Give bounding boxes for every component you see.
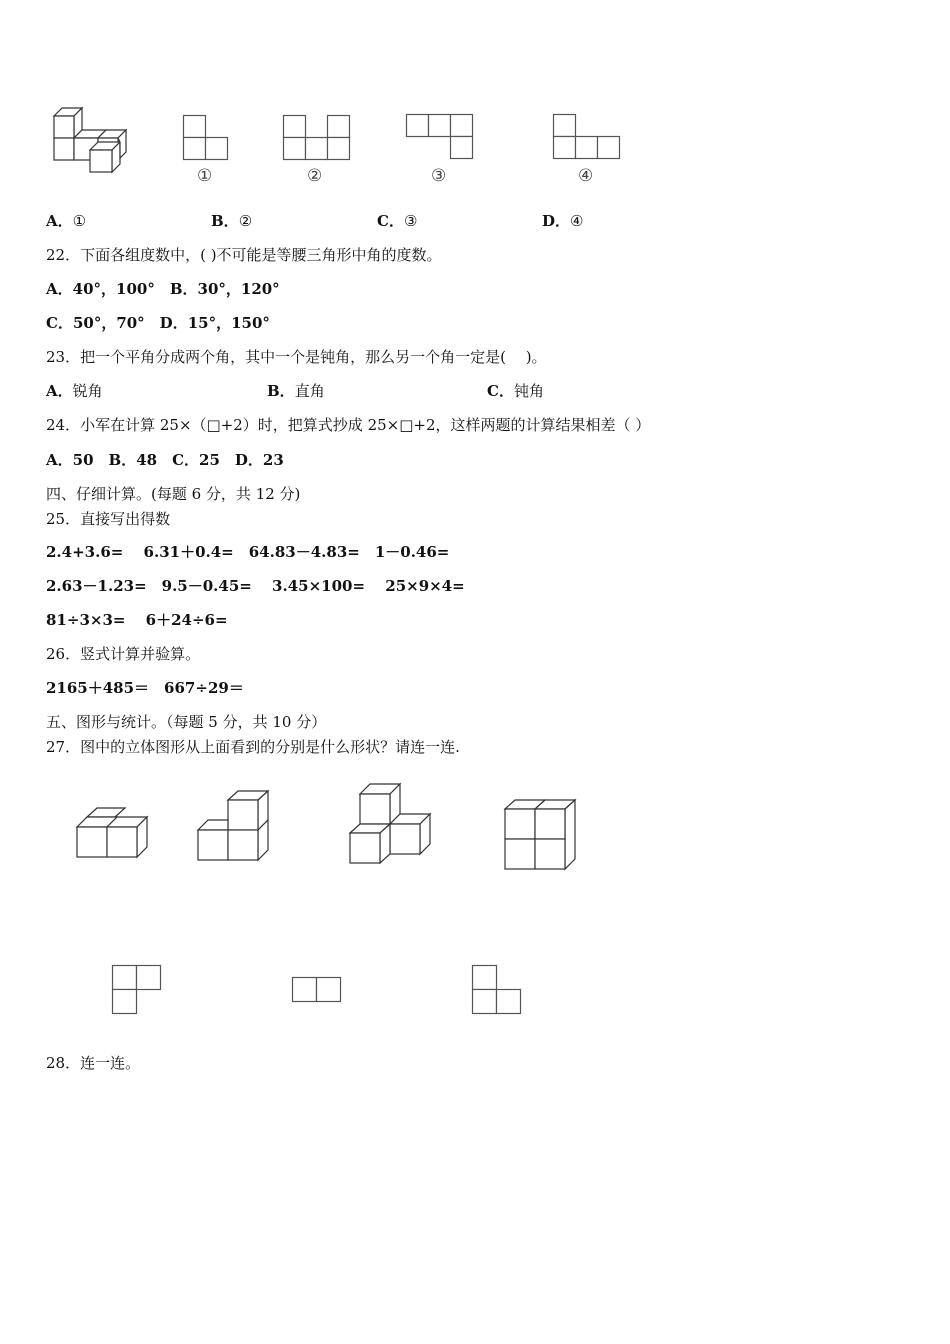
- q27-solid-4: [505, 799, 579, 875]
- q23-option-b-text: 直角: [294, 382, 325, 400]
- q21-view-1: [183, 115, 229, 165]
- q21-option-b-text: ②: [238, 212, 253, 230]
- q27-view-1[interactable]: [112, 965, 162, 1019]
- q21-option-a-key: A．: [46, 212, 73, 230]
- section4-title: 四、仔细计算。(每题 6 分，共 12 分): [46, 485, 301, 503]
- q21-option-d-text: ④: [570, 212, 584, 230]
- q24-question: 24．小军在计算 25×（□+2）时，把算式抄成 25×□+2，这样两题的计算结果相差（ ）: [46, 416, 651, 434]
- q23-option-a-key: A．: [46, 382, 73, 400]
- q21-view-3: [406, 114, 474, 164]
- q21-label-2: ②: [307, 166, 323, 186]
- q23-question: 23．把一个平角分成两个角，其中一个是钝角，那么另一个角一定是( )。: [46, 348, 547, 366]
- q25-question: 25．直接写出得数: [46, 510, 171, 528]
- q27-question: 27．图中的立体图形从上面看到的分别是什么形状？请连一连.: [46, 738, 460, 756]
- q22-options-row1[interactable]: A．40°，100° B．30°，120°: [46, 280, 280, 298]
- q21-label-4: ④: [578, 166, 594, 186]
- q23-option-b[interactable]: [267, 381, 325, 401]
- q23-option-c-text: 钝角: [513, 382, 544, 400]
- q25-row1: 2.4+3.6= 6.31＋0.4= 64.83－4.83= 1－0.46=: [46, 543, 450, 561]
- q26-row1: 2165＋485＝ 667÷29＝: [46, 679, 244, 697]
- q26-question: 26．竖式计算并验算。: [46, 645, 201, 663]
- q23-option-a[interactable]: [46, 381, 103, 401]
- q27-solid-3: [350, 783, 434, 871]
- q21-option-b[interactable]: [211, 211, 252, 231]
- q21-view-4: [553, 114, 621, 164]
- q21-option-a[interactable]: [46, 211, 86, 231]
- section5-title: 五、图形与统计。（每题 5 分，共 10 分）: [46, 713, 327, 731]
- q23-option-c[interactable]: [487, 381, 544, 401]
- q24-options[interactable]: A．50 B．48 C．25 D．23: [46, 451, 284, 469]
- q21-label-3: ③: [431, 166, 447, 186]
- q22-options-row2[interactable]: C．50°，70° D．15°，150°: [46, 314, 270, 332]
- q21-option-c[interactable]: [377, 211, 417, 231]
- q27-solid-2: [198, 790, 272, 866]
- q21-option-d[interactable]: [542, 211, 583, 231]
- q21-option-d-key: D．: [542, 212, 571, 230]
- q21-label-1: ①: [197, 166, 213, 186]
- q27-view-3[interactable]: [472, 965, 522, 1019]
- q21-view-2: [283, 115, 351, 165]
- q23-option-a-text: 锐角: [72, 382, 103, 400]
- q23-option-b-key: B．: [267, 382, 295, 400]
- q25-row2: 2.63－1.23= 9.5－0.45= 3.45×100= 25×9×4=: [46, 577, 465, 595]
- q25-row3: 81÷3×3= 6＋24÷6=: [46, 611, 228, 629]
- q21-option-c-text: ③: [403, 212, 418, 230]
- q22-question: 22．下面各组度数中，( )不可能是等腰三角形中角的度数。: [46, 246, 442, 264]
- q23-option-c-key: C．: [487, 382, 514, 400]
- q21-option-c-key: C．: [377, 212, 404, 230]
- q21-option-b-key: B．: [211, 212, 239, 230]
- q21-solid-figure: [50, 104, 130, 180]
- q27-view-2[interactable]: [292, 977, 342, 1007]
- q21-option-a-text: ①: [72, 212, 87, 230]
- q28-question: 28．连一连。: [46, 1054, 141, 1072]
- q27-solid-1: [77, 807, 151, 863]
